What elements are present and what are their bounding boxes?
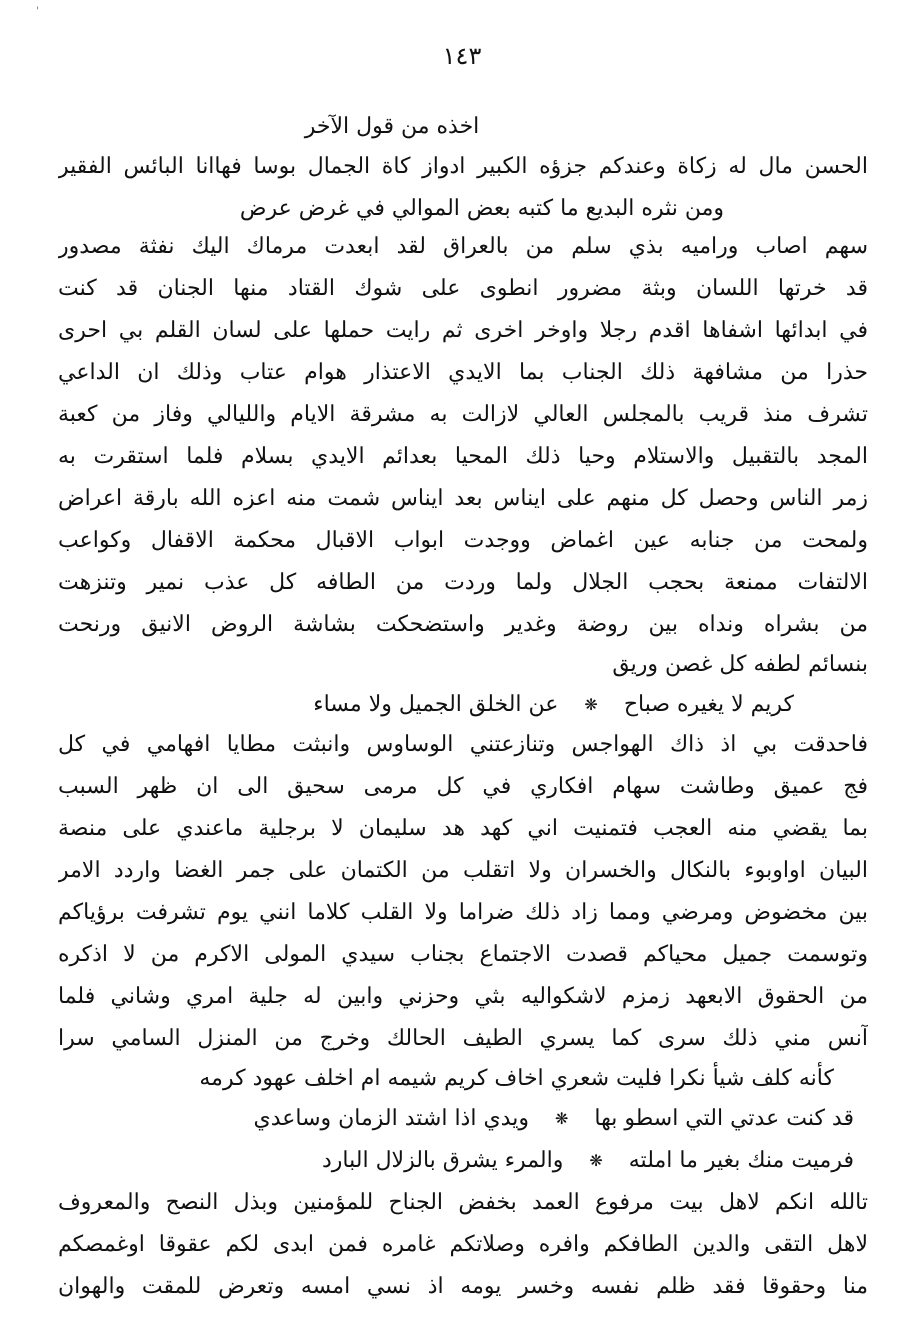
text-line: الحسن مال له زكاة وعندكم جزؤه الكبير ادواز كاة الجمال بوسا فهاانا البائس الفقير [58,154,868,179]
text-line: ولمحت من جنابه عين اغماض ووجدت ابواب الاقبال محكمة الاقفال وكواعب [58,528,868,553]
text-line: فاحدقت بي اذ ذاك الهواجس وتنازعتني الوساوس وانبثت مطايا افهامي في كل [58,732,868,757]
verse-first-hemistich: كريم لا يغيره صباح [623,692,794,717]
verse-line [313,686,794,724]
text-line: من بشراه ونداه بين روضة وغدير واستضحكت بشاشة الروض الانيق ورنحت [58,612,868,637]
text-line: فج عميق وطاشت سهام افكاري في كل مرمى سحيق الى ان ظهر السبب [58,774,868,799]
text-line: بنسائم لطفه كل غصن وريق [612,652,868,677]
text-line: البيان اواوبوء بالنكال والخسران ولا اتقلب من الكتمان على جمر الغضا واردد الامر [58,858,868,883]
text-line: قد خرتها اللسان وبثة مضرور انطوى على شوك القتاد منها الجنان قد كنت [58,276,868,301]
text-line: آنس مني ذلك سرى كما يسري الطيف الحالك وخرج من المنزل السامي سرا [58,1026,868,1051]
verse-line [253,1100,854,1138]
section-heading: اخذه من قول الآخر [304,114,480,139]
text-line: بين مخضوض ومرضي ومما زاد ذلك ضراما ولا القلب كلاما انني يوم تشرفت برؤياكم [58,900,868,925]
text-line: في ابدائها اشفاها اقدم رجلا واوخر اخرى ثم رايت حملها على لسان القلم بي احرى [58,318,868,343]
text-line: وتوسمت جميل محياكم قصدت الاجتماع بجناب سيدي المولى الاكرم من لا اذكره [58,942,868,967]
verse-second-hemistich: والمرء يشرق بالزلال البارد [322,1148,564,1173]
text-line: زمر الناس وحصل كل منهم على ايناس بعد ايناس شمت منه اعزه الله بارقة اعراض [58,486,868,511]
text-line: بما يقضي منه العجب فتمنيت اني كهد هد سليمان لا برجلية ماعندي على منصة [58,816,868,841]
text-line: حذرا من مشافهة ذلك الجناب بما الايدي الاعتذار هوام عتاب وذلك ان الداعي [58,360,868,385]
text-line: تشرف منذ قريب بالمجلس العالي لازالت به مشرقة الايام والليالي وفاز من كعبة [58,402,868,427]
verse-separator-icon: ❋ [589,1151,603,1170]
page-number: ١٤٣ [442,42,482,70]
verse-separator-icon: ❋ [584,695,598,714]
verse-first-hemistich: فرميت منك بغير ما املته [628,1148,854,1173]
verse-second-hemistich: عن الخلق الجميل ولا مساء [313,692,559,717]
corner-mark: ' [36,6,39,17]
text-line: لاهل التقى والدين الطافكم وافره وصلاتكم غامره فمن ابدى لكم عقوقا اوغمصكم [58,1232,868,1257]
text-line: منا وحقوقا فقد ظلم نفسه وخسر يومه اذ نسي امسه وتعرض للمقت والهوان [58,1274,868,1299]
text-line: سهم اصاب وراميه بذي سلم من بالعراق لقد ابعدت مرماك اليك نفثة مصدور [58,234,868,259]
text-line: كأنه كلف شيأ نكرا فليت شعري اخاف كريم شيمه ام اخلف عهود كرمه [199,1066,834,1091]
text-line: المجد بالتقبيل والاستلام وحيا ذلك المحيا بعدائم الايدي بسلام فلما استقرت به [58,444,868,469]
text-line: الالتفات ممنعة بحجب الجلال ولما وردت من الطافه كل عذب نمير وتنزهت [58,570,868,595]
verse-line [322,1142,854,1180]
verse-first-hemistich: قد كنت عدتي التي اسطو بها [594,1106,854,1131]
text-line: من الحقوق الابعهد زمزم لاشكواليه بثي وحزني وابين له جلية امري وشاني فلما [58,984,868,1009]
verse-separator-icon: ❋ [554,1109,569,1128]
text-line: ومن نثره البديع ما كتبه بعض الموالي في غرض عرض [239,196,724,221]
verse-second-hemistich: ويدي اذا اشتد الزمان وساعدي [253,1106,529,1131]
text-line: تالله انكم لاهل بيت مرفوع العمد بخفض الجناح للمؤمنين وبذل النصح والمعروف [58,1190,868,1215]
